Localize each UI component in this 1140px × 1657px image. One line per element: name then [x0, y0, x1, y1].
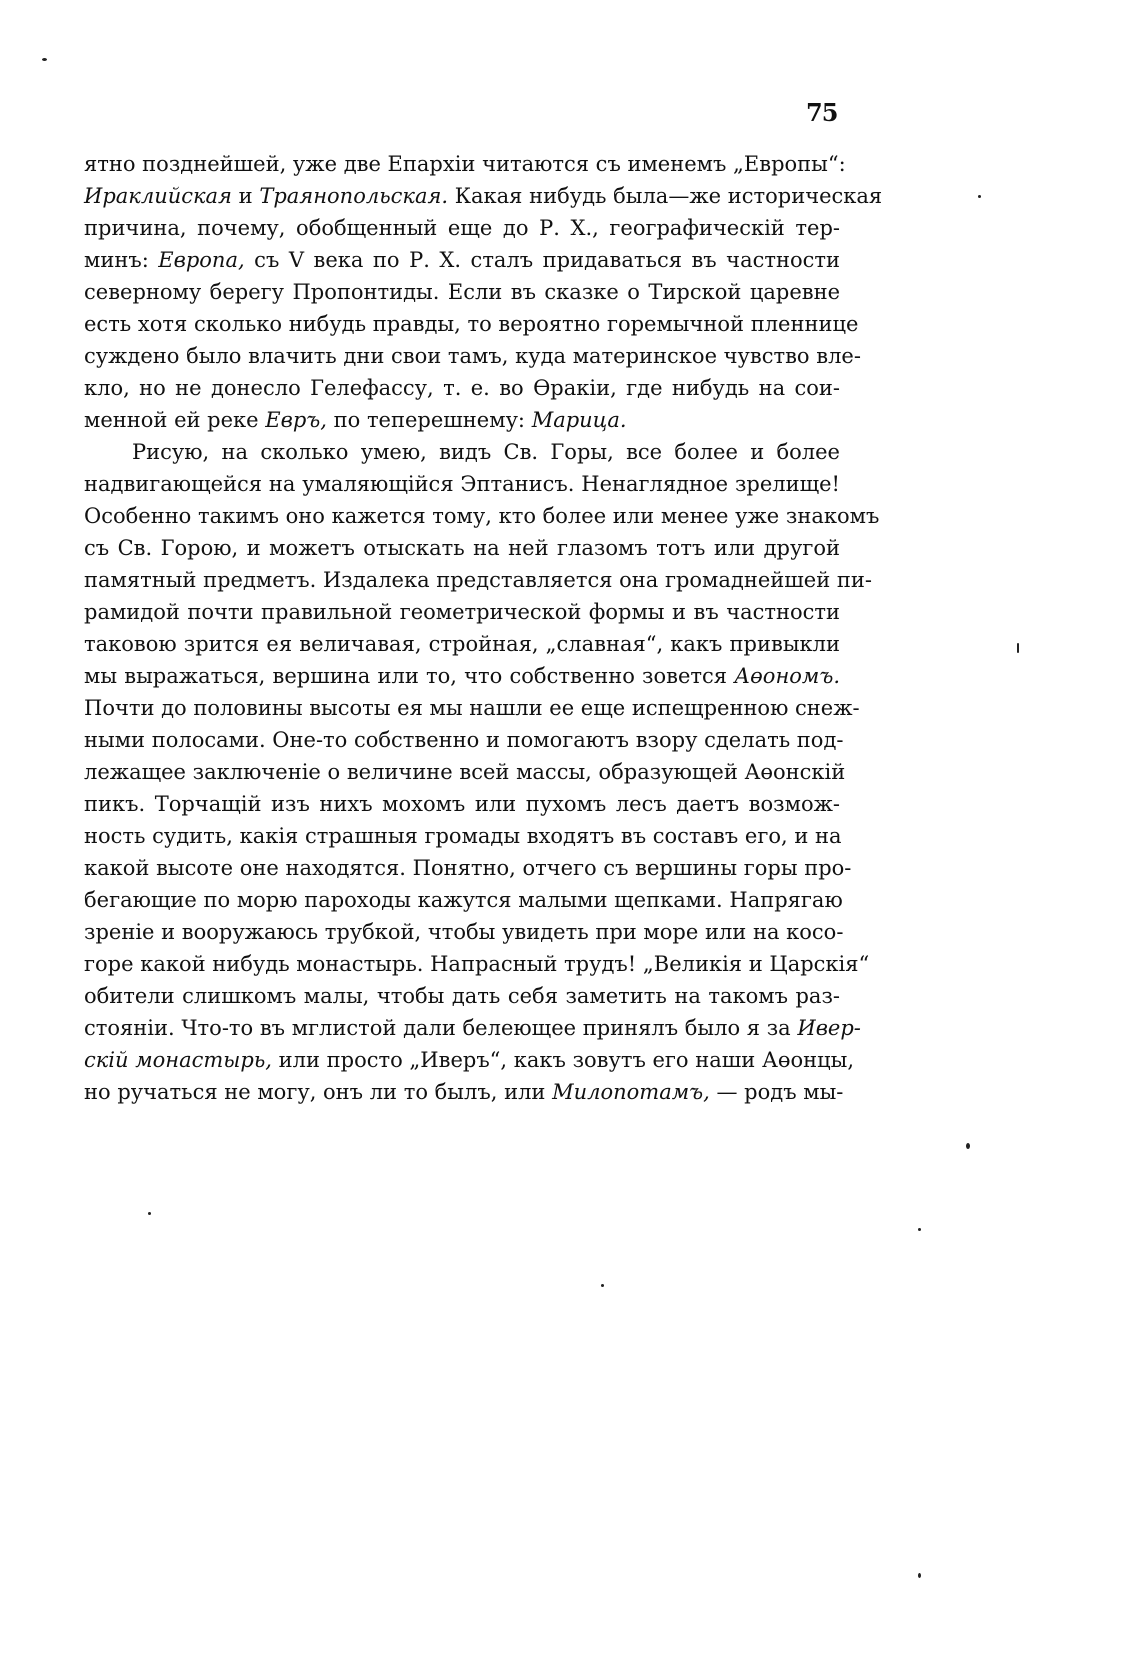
scan-speck	[1017, 643, 1019, 653]
text-run: съ Св. Горою, и можетъ отыскать на ней глазомъ тотъ или другой	[84, 536, 840, 560]
text-line	[84, 468, 840, 500]
text-run: стоянiи. Что-то въ мглистой дали белеющее принялъ было я за	[84, 1016, 798, 1040]
text-run: ность судить, какiя страшныя громады входятъ въ составъ его, и на	[84, 824, 842, 848]
text-run: съ V века по Р. Х. сталъ придаваться въ частности	[244, 248, 840, 272]
text-line	[84, 1012, 861, 1044]
text-line	[84, 692, 860, 724]
scan-speck	[601, 1284, 604, 1287]
text-run: горе какой нибудь монастырь. Напрасный трудъ! „Великiя и Царскiя“	[84, 952, 870, 976]
scan-speck	[148, 1212, 151, 1215]
scan-speck	[918, 1573, 921, 1578]
text-line	[84, 948, 870, 980]
text-line	[84, 212, 840, 244]
text-run: кло, но не донесло Гелефассу, т. е. во Өракiи, где нибудь на сои-	[84, 376, 840, 400]
text-run: суждено было влачить дни свои тамъ, куда материнское чувство вле-	[84, 344, 861, 368]
text-run: но ручаться не могу, онъ ли то былъ, или	[84, 1080, 553, 1104]
text-run: Какая нибудь была—же историческая	[448, 184, 883, 208]
text-line	[84, 180, 883, 212]
text-line	[84, 404, 840, 436]
italic-term: Траянопольская.	[259, 184, 449, 208]
text-line	[84, 532, 840, 564]
text-run: ными полосами. Оне-то собственно и помогаютъ взору сделать под-	[84, 728, 844, 752]
text-line	[84, 436, 840, 468]
text-line	[84, 308, 859, 340]
text-run: таковою зрится ея величавая, стройная, „славная“, какъ привыкли	[84, 632, 840, 656]
scan-speck	[42, 58, 47, 61]
text-line	[84, 244, 840, 276]
text-run: есть хотя сколько нибудь правды, то вероятно горемычной пленнице	[84, 312, 859, 336]
text-run: бегающие по морю пароходы кажутся малыми щепками. Напрягаю	[84, 888, 843, 912]
text-run: северному берегу Пропонтиды. Если въ сказке о Тирской царевне	[84, 280, 840, 304]
italic-term: скiй монастырь,	[84, 1048, 272, 1072]
text-run: причина, почему, обобщенный еще до Р. Х., географическiй тер-	[84, 216, 840, 240]
text-run: ятно позднейшей, уже две Епархiи читаются съ именемъ „Европы“:	[84, 152, 846, 176]
text-line	[84, 500, 880, 532]
text-line	[84, 916, 844, 948]
text-run: менной ей реке	[84, 408, 266, 432]
text-line	[84, 884, 843, 916]
italic-term: Ираклийская	[84, 184, 232, 208]
text-line	[84, 660, 840, 692]
text-run: и	[231, 184, 260, 208]
text-line	[84, 276, 840, 308]
italic-term: Аөономъ.	[734, 664, 840, 688]
text-run: обители слишкомъ малы, чтобы дать себя заметить на такомъ раз-	[84, 984, 840, 1008]
scan-speck	[918, 1228, 921, 1231]
text-run: зренiе и вооружаюсь трубкой, чтобы увидеть при море или на косо-	[84, 920, 844, 944]
text-line	[84, 1076, 844, 1108]
text-line	[84, 1044, 855, 1076]
text-run: какой высоте оне находятся. Понятно, отчего съ вершины горы про-	[84, 856, 852, 880]
text-run: мы выражаться, вершина или то, что собственно зовется	[84, 664, 735, 688]
text-line	[84, 852, 852, 884]
italic-term: Европа,	[158, 248, 245, 272]
text-run: лежащее заключенiе о величине всей массы, образующей Аөонскiй	[84, 760, 846, 784]
text-run: Рисую, на сколько умею, видъ Св. Горы, все более и более	[132, 440, 840, 464]
text-line	[84, 628, 840, 660]
text-line	[84, 596, 840, 628]
text-run: памятный предметъ. Издалека представляется она громаднейшей пи-	[84, 568, 872, 592]
text-line	[84, 372, 840, 404]
text-run: — родъ мы-	[709, 1080, 844, 1104]
text-line	[84, 340, 861, 372]
text-line	[84, 788, 840, 820]
scan-speck	[978, 195, 981, 198]
text-line	[84, 756, 846, 788]
text-line	[84, 148, 846, 180]
text-run: надвигающейся на умаляющiйся Эптанисъ. Ненаглядное зрелище!	[84, 472, 840, 496]
text-run: по теперешнему:	[326, 408, 532, 432]
text-run: пикъ. Торчащiй изъ нихъ мохомъ или пухомъ лесъ даетъ возмож-	[84, 792, 840, 816]
page-number: 75	[806, 98, 838, 127]
italic-term: Ивер-	[797, 1016, 861, 1040]
text-line	[84, 724, 844, 756]
italic-term: Марица.	[531, 408, 627, 432]
body-text	[84, 148, 883, 1108]
text-run: Особенно такимъ оно кажется тому, кто более или менее уже знакомъ	[84, 504, 880, 528]
text-line	[84, 980, 840, 1012]
text-run: рамидой почти правильной геометрической формы и въ частности	[84, 600, 840, 624]
italic-term: Евръ,	[265, 408, 327, 432]
text-line	[84, 820, 840, 852]
italic-term: Милопотамъ,	[552, 1080, 710, 1104]
text-run: минъ:	[84, 248, 159, 272]
scan-speck	[966, 1143, 970, 1149]
text-line	[84, 564, 872, 596]
text-run: Почти до половины высоты ея мы нашли ее еще испещренною снеж-	[84, 696, 860, 720]
text-run: или просто „Иверъ“, какъ зовутъ его наши Аөонцы,	[271, 1048, 855, 1072]
